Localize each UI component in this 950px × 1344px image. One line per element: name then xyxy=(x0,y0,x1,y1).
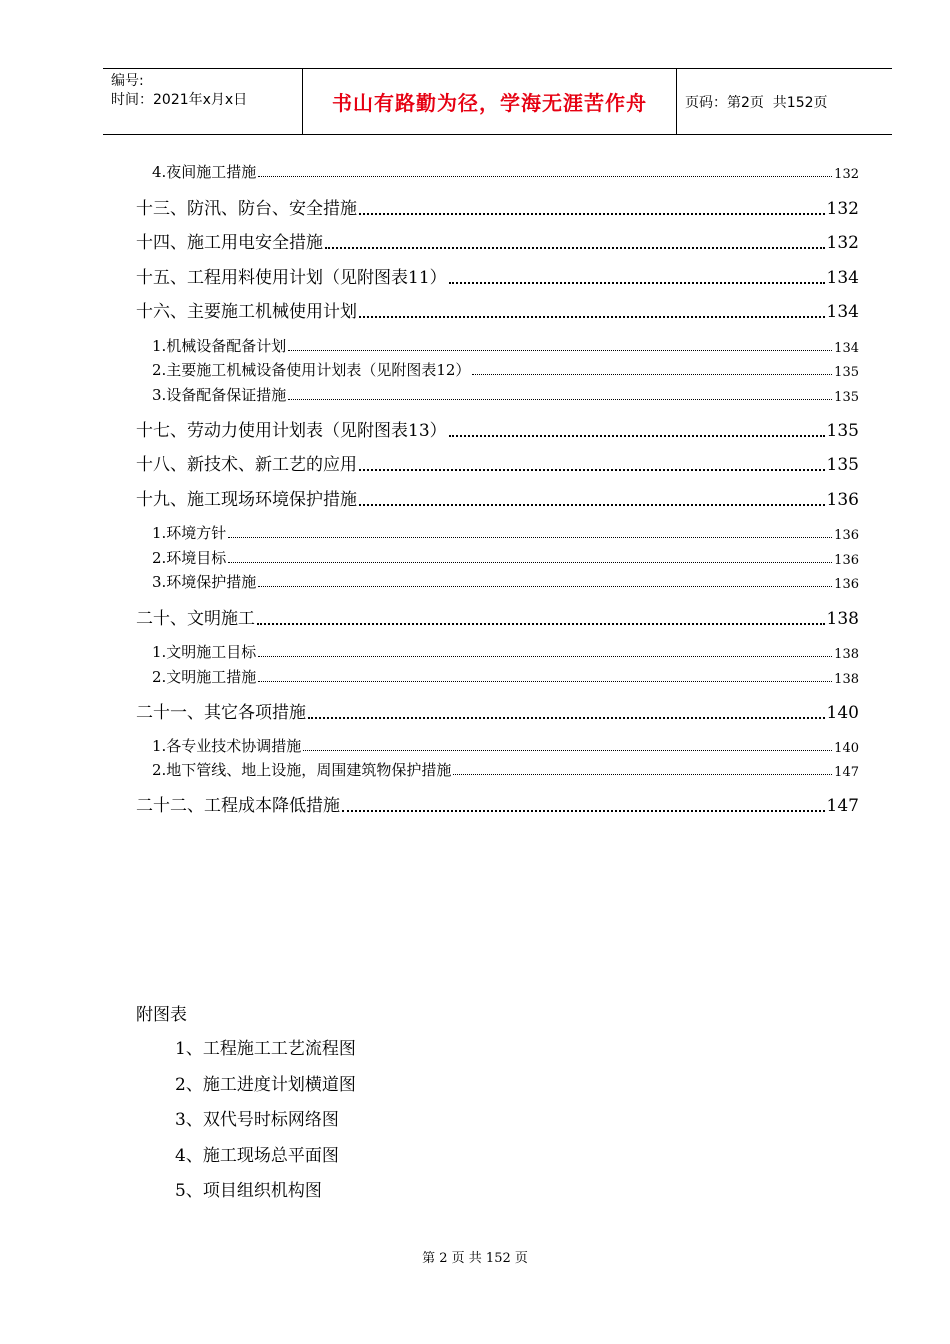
toc-entry[interactable] xyxy=(136,792,859,816)
toc-entry-page: 132 xyxy=(826,233,859,253)
toc-leader-dots xyxy=(258,176,832,177)
toc-entry-page: 134 xyxy=(826,268,859,288)
toc-leader-dots xyxy=(359,469,825,471)
page-header xyxy=(103,68,892,135)
toc-entry-title: 十八、新技术、新工艺的应用 xyxy=(136,455,357,475)
toc-entry-title: 2.文明施工措施 xyxy=(152,668,257,686)
toc-entry-title: 4.夜间施工措施 xyxy=(152,163,257,181)
toc-leader-dots xyxy=(228,562,832,563)
header-page-info xyxy=(677,69,892,134)
toc-leader-dots xyxy=(288,399,832,400)
toc-entry-page: 147 xyxy=(834,765,859,780)
toc-leader-dots xyxy=(258,586,832,587)
appendix-item: 3、双代号时标网络图 xyxy=(175,1110,339,1130)
toc-entry[interactable] xyxy=(152,734,859,756)
toc-leader-dots xyxy=(359,213,825,215)
toc-leader-dots xyxy=(453,774,832,775)
toc-entry-title: 十六、主要施工机械使用计划 xyxy=(136,302,357,322)
toc-entry[interactable] xyxy=(136,605,859,629)
toc-leader-dots xyxy=(325,247,825,249)
toc-entry-title: 1.环境方针 xyxy=(152,524,227,542)
header-slogan: 书山有路勤为径，学海无涯苦作舟 xyxy=(303,69,677,134)
toc-entry-page: 136 xyxy=(826,490,859,510)
toc-leader-dots xyxy=(449,435,825,437)
toc-entry-page: 135 xyxy=(826,455,859,475)
toc-entry-page: 134 xyxy=(826,302,859,322)
appendix-item: 5、项目组织机构图 xyxy=(175,1181,322,1201)
toc-entry-title: 2.地下管线、地上设施，周围建筑物保护措施 xyxy=(152,761,452,779)
time-label: 时间：2021年x月x日 xyxy=(111,92,248,108)
toc-entry[interactable] xyxy=(136,298,859,322)
toc-entry[interactable] xyxy=(152,546,859,568)
toc-entry-page: 132 xyxy=(834,167,859,182)
header-meta xyxy=(103,69,303,134)
toc-leader-dots xyxy=(228,537,832,538)
toc-entry[interactable] xyxy=(136,417,859,441)
toc-entry-page: 136 xyxy=(834,577,859,592)
toc-entry-page: 132 xyxy=(826,199,859,219)
toc-entry-page: 138 xyxy=(834,647,859,662)
toc-entry-title: 十四、施工用电安全措施 xyxy=(136,233,323,253)
toc-entry[interactable] xyxy=(152,334,859,356)
toc-entry[interactable] xyxy=(152,758,859,780)
toc-entry-title: 二十二、工程成本降低措施 xyxy=(136,796,340,816)
toc-leader-dots xyxy=(258,681,832,682)
toc-entry[interactable] xyxy=(136,195,859,219)
appendix-item: 2、施工进度计划横道图 xyxy=(175,1074,356,1095)
toc-leader-dots xyxy=(308,717,825,719)
toc-entry-title: 二十、文明施工 xyxy=(136,609,255,629)
toc-entry-title: 2.主要施工机械设备使用计划表（见附图表12） xyxy=(152,361,471,379)
toc-entry-page: 135 xyxy=(834,390,859,405)
toc-entry-page: 140 xyxy=(826,703,859,723)
toc-entry-title: 十五、工程用料使用计划（见附图表11） xyxy=(136,268,447,288)
toc-entry-title: 1.文明施工目标 xyxy=(152,643,257,661)
appendix-item: 4、施工现场总平面图 xyxy=(175,1145,339,1166)
toc-entry-title: 1.各专业技术协调措施 xyxy=(152,737,302,755)
toc-entry[interactable] xyxy=(136,264,859,288)
toc-entry[interactable] xyxy=(152,521,859,543)
toc-entry-page: 134 xyxy=(834,341,859,356)
toc-entry[interactable] xyxy=(152,383,859,405)
toc-entry[interactable] xyxy=(152,640,859,662)
toc-leader-dots xyxy=(472,374,832,375)
toc-leader-dots xyxy=(303,750,832,751)
toc-entry[interactable] xyxy=(152,358,859,380)
page-footer: 第 2 页 共 152 页 xyxy=(422,1251,528,1266)
toc-leader-dots xyxy=(359,316,825,318)
toc-entry[interactable] xyxy=(136,486,859,510)
toc-entry[interactable] xyxy=(152,570,859,592)
toc-entry-title: 2.环境目标 xyxy=(152,549,227,567)
toc-entry[interactable] xyxy=(152,160,859,182)
toc-entry-title: 3.环境保护措施 xyxy=(152,573,257,591)
number-label: 编号: xyxy=(111,73,144,89)
appendix-title: 附图表 xyxy=(136,1005,187,1025)
toc-entry-title: 十七、劳动力使用计划表（见附图表13） xyxy=(136,421,447,441)
toc-entry-page: 138 xyxy=(826,609,859,629)
toc-leader-dots xyxy=(342,810,825,812)
toc-entry-title: 3.设备配备保证措施 xyxy=(152,386,287,404)
toc-entry[interactable] xyxy=(152,665,859,687)
toc-entry[interactable] xyxy=(136,229,859,253)
toc-entry-page: 138 xyxy=(834,672,859,687)
toc-entry-title: 十三、防汛、防台、安全措施 xyxy=(136,199,357,219)
toc-entry[interactable] xyxy=(136,451,859,475)
toc-entry-page: 135 xyxy=(834,365,859,380)
appendix-item: 1、工程施工工艺流程图 xyxy=(175,1039,356,1059)
toc-entry-title: 二十一、其它各项措施 xyxy=(136,703,306,723)
toc-leader-dots xyxy=(258,656,832,657)
toc-leader-dots xyxy=(257,623,825,625)
toc-entry-page: 147 xyxy=(826,796,859,816)
toc-leader-dots xyxy=(288,350,832,351)
toc-leader-dots xyxy=(449,282,825,284)
page-label: 页码：第2页 共152页 xyxy=(685,94,828,111)
toc-entry-page: 135 xyxy=(826,421,859,441)
toc-entry-page: 136 xyxy=(834,553,859,568)
toc-entry-page: 140 xyxy=(834,741,859,756)
toc-entry-title: 十九、施工现场环境保护措施 xyxy=(136,490,357,510)
toc-entry-page: 136 xyxy=(834,528,859,543)
toc-entry-title: 1.机械设备配备计划 xyxy=(152,337,287,355)
toc-leader-dots xyxy=(359,504,825,506)
toc-entry[interactable] xyxy=(136,699,859,723)
